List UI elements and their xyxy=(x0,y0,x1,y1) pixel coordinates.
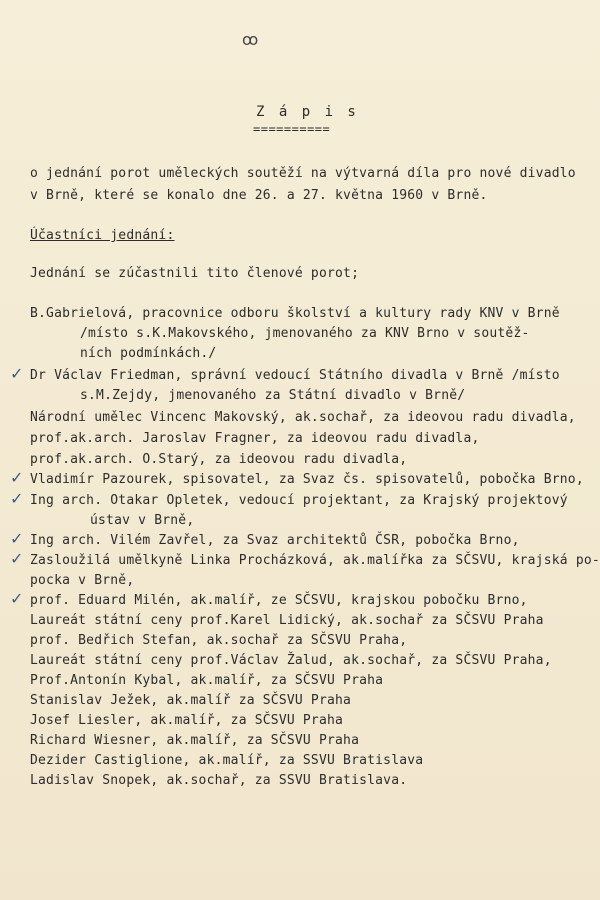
title-underline: ========== xyxy=(253,122,331,136)
member-line: prof. Bedřich Stefan, ak.sochař za SČSVU Praha, xyxy=(30,633,408,648)
member-line: prof.ak.arch. O.Starý, za ideovou radu divadla, xyxy=(30,452,408,467)
member-line: Dezider Castiglione, ak.malíř, za SSVU Bratislava xyxy=(30,753,424,768)
member-line: prof.ak.arch. Jaroslav Fragner, za ideovou radu divadla, xyxy=(30,431,480,446)
check-icon: ✓ xyxy=(10,489,24,508)
check-icon: ✓ xyxy=(10,549,24,568)
member-line: Ladislav Snopek, ak.sochař, za SSVU Bratislava. xyxy=(30,773,408,788)
member-line: B.Gabrielová, pracovnice odboru školství a kultury rady KNV v Brně xyxy=(30,306,560,321)
member-line: s.M.Zejdy, jmenovaného za Státní divadlo v Brně/ xyxy=(80,388,466,403)
section-heading: Účastníci jednání: xyxy=(30,228,175,243)
lead-text: Jednání se zúčastnili tito členové porot; xyxy=(30,266,360,281)
check-icon: ✓ xyxy=(10,468,24,487)
member-line: Laureát státní ceny prof.Václav Žalud, ak.sochař, za SČSVU Praha, xyxy=(30,653,552,668)
member-line: Ing arch. Otakar Opletek, vedoucí projektant, za Krajský projektový xyxy=(30,493,568,508)
member-line: Prof.Antonín Kybal, ak.malíř, za SČSVU Praha xyxy=(30,673,384,688)
member-line: pocka v Brně, xyxy=(30,573,135,588)
member-line: /místo s.K.Makovského, jmenovaného za KNV Brno v soutěž- xyxy=(80,326,530,341)
member-line: Stanislav Ježek, ak.malíř za SČSVU Praha xyxy=(30,693,352,708)
member-line: Dr Václav Friedman, správní vedoucí Státního divadla v Brně /místo xyxy=(30,368,560,383)
document-title: Z á p i s xyxy=(256,104,359,120)
check-icon: ✓ xyxy=(10,589,24,608)
member-line: Zasloužilá umělkyně Linka Procházková, ak.malířka za SČSVU, krajská po- xyxy=(30,553,600,568)
member-line: Vladimír Pazourek, spisovatel, za Svaz čs. spisovatelů, pobočka Brno, xyxy=(30,472,584,487)
member-line: Laureát státní ceny prof.Karel Lidický, ak.sochař za SČSVU Praha xyxy=(30,613,544,628)
member-line: Richard Wiesner, ak.malíř, za SČSVU Praha xyxy=(30,733,360,748)
intro-line-1: o jednání porot uměleckých soutěží na výtvarná díla pro nové divadlo xyxy=(30,166,576,181)
member-line: prof. Eduard Milén, ak.malíř, ze SČSVU, krajskou pobočku Brno, xyxy=(30,593,528,608)
member-line: Národní umělec Vincenc Makovský, ak.sochař, za ideovou radu divadla, xyxy=(30,410,576,425)
member-line: ních podmínkách./ xyxy=(80,346,217,361)
check-icon: ✓ xyxy=(10,529,24,548)
member-line: ústav v Brně, xyxy=(90,513,195,528)
member-line: Josef Liesler, ak.malíř, za SČSVU Praha xyxy=(30,713,344,728)
intro-line-2: v Brně, které se konalo dne 26. a 27. května 1960 v Brně. xyxy=(30,188,488,203)
member-line: Ing arch. Vilém Zavřel, za Svaz architektů ČSR, pobočka Brno, xyxy=(30,533,520,548)
check-icon: ✓ xyxy=(10,364,24,383)
top-mark-icon: ꝏ xyxy=(242,30,259,49)
